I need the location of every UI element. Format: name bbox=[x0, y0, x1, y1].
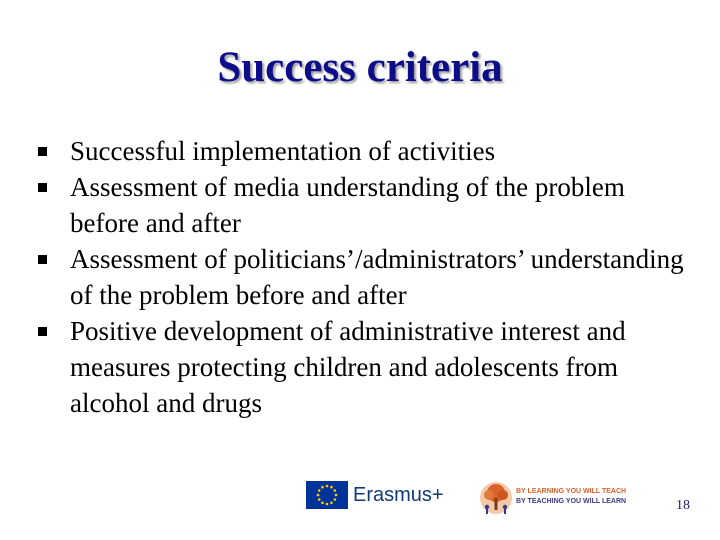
bullet-item bbox=[38, 133, 698, 169]
partner-slogan-line-2: BY TEACHING YOU WILL LEARN bbox=[516, 498, 627, 505]
tree-logo-icon bbox=[478, 480, 514, 516]
bullet-item bbox=[38, 169, 698, 241]
erasmus-plus-logo-text: Erasmus+ bbox=[353, 484, 444, 506]
bullet-text: Assessment of politicians’/administrators’ understanding of the problem before and after bbox=[70, 244, 684, 310]
bullet-text: Successful implementation of activities bbox=[70, 136, 496, 166]
square-bullet-icon bbox=[38, 327, 47, 336]
slide-title: Success criteria bbox=[217, 44, 503, 91]
eu-flag-icon bbox=[306, 481, 348, 509]
page-number: 18 bbox=[676, 498, 690, 513]
bullet-text: Positive development of administrative interest and measures protecting children and adolescents from alcohol and drugs bbox=[70, 316, 626, 418]
bullet-item bbox=[38, 241, 698, 313]
partner-slogan-line-1: BY LEARNING YOU WILL TEACH bbox=[516, 488, 627, 495]
square-bullet-icon bbox=[38, 147, 47, 156]
bullet-text: Assessment of media understanding of the problem before and after bbox=[70, 172, 625, 238]
square-bullet-icon bbox=[38, 183, 47, 192]
partner-slogan bbox=[516, 487, 646, 507]
bullet-list bbox=[38, 133, 698, 421]
footer bbox=[0, 470, 720, 530]
bullet-item bbox=[38, 313, 698, 421]
square-bullet-icon bbox=[38, 255, 47, 264]
